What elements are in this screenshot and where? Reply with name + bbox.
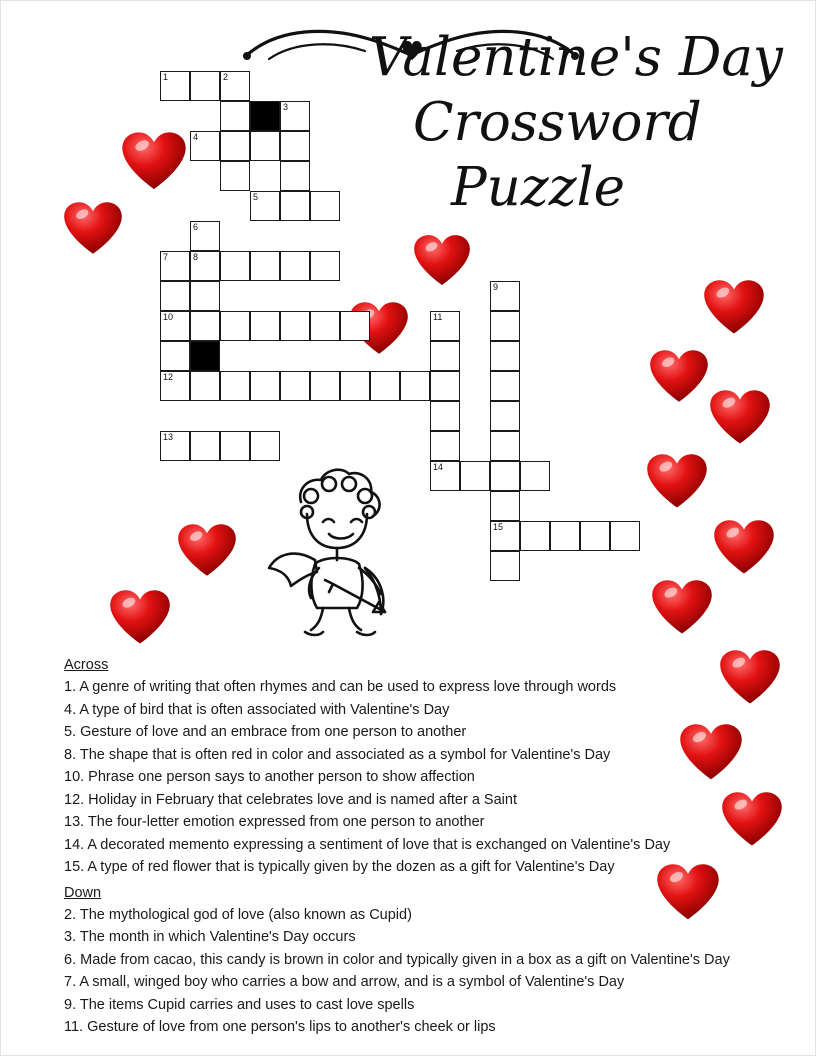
- crossword-cell[interactable]: [430, 371, 460, 401]
- cupid-icon: [249, 456, 424, 641]
- crossword-cell[interactable]: [190, 311, 220, 341]
- crossword-cell[interactable]: [250, 311, 280, 341]
- clue-item: 10. Phrase one person says to another person to show affection: [64, 769, 475, 785]
- clue-item: 5. Gesture of love and an embrace from one person to another: [64, 724, 467, 740]
- title-line-2: Crossword: [413, 92, 702, 153]
- crossword-cell[interactable]: [490, 521, 520, 551]
- crossword-cell[interactable]: [220, 371, 250, 401]
- crossword-cell[interactable]: [220, 251, 250, 281]
- cell-number: 3: [283, 102, 289, 112]
- crossword-cell[interactable]: [520, 521, 550, 551]
- crossword-cell[interactable]: [340, 371, 370, 401]
- crossword-cell[interactable]: [310, 251, 340, 281]
- crossword-cell[interactable]: [190, 251, 220, 281]
- crossword-cell[interactable]: [160, 371, 190, 401]
- crossword-cell[interactable]: [250, 191, 280, 221]
- crossword-cell[interactable]: [280, 131, 310, 161]
- cell-number: 5: [253, 192, 259, 202]
- crossword-cell[interactable]: [160, 431, 190, 461]
- crossword-cell[interactable]: [160, 251, 190, 281]
- crossword-cell[interactable]: [220, 101, 250, 131]
- crossword-cell[interactable]: [280, 371, 310, 401]
- cell-number: 13: [163, 432, 174, 442]
- crossword-cell[interactable]: [280, 101, 310, 131]
- clue-item: 11. Gesture of love from one person's lips to another's cheek or lips: [64, 1019, 496, 1035]
- cell-number: 14: [433, 462, 444, 472]
- crossword-cell[interactable]: [280, 311, 310, 341]
- title-line-1: Valentine's Day: [369, 27, 783, 88]
- cell-number: 15: [493, 522, 504, 532]
- cell-number: 9: [493, 282, 499, 292]
- crossword-cell[interactable]: [430, 401, 460, 431]
- cell-number: 11: [433, 312, 443, 322]
- clue-item: 13. The four-letter emotion expressed from one person to another: [64, 814, 485, 830]
- crossword-cell[interactable]: [550, 521, 580, 551]
- crossword-cell[interactable]: [190, 431, 220, 461]
- clue-item: 12. Holiday in February that celebrates love and is named after a Saint: [64, 791, 517, 808]
- down-clue-list: [64, 904, 764, 1039]
- clue-item: 14. A decorated memento expressing a sentiment of love that is exchanged on Valentine's Day: [64, 836, 671, 853]
- cell-number: 2: [223, 72, 229, 82]
- across-clue-list: [64, 676, 764, 879]
- crossword-cell[interactable]: [190, 131, 220, 161]
- crossword-cell[interactable]: [520, 461, 550, 491]
- crossword-cell[interactable]: [190, 281, 220, 311]
- crossword-cell[interactable]: [280, 251, 310, 281]
- crossword-cell[interactable]: [490, 341, 520, 371]
- clue-item: 4. A type of bird that is often associated with Valentine's Day: [64, 701, 450, 718]
- crossword-cell[interactable]: [460, 461, 490, 491]
- cell-number: 12: [163, 372, 174, 382]
- crossword-cell[interactable]: [160, 341, 190, 371]
- crossword-cell[interactable]: [340, 311, 370, 341]
- crossword-cell[interactable]: [190, 371, 220, 401]
- crossword-cell[interactable]: [190, 71, 220, 101]
- crossword-cell[interactable]: [490, 431, 520, 461]
- crossword-cell[interactable]: [490, 461, 520, 491]
- clue-item: 2. The mythological god of love (also known as Cupid): [64, 906, 412, 923]
- title-line-3: Puzzle: [451, 157, 625, 218]
- crossword-cell[interactable]: [580, 521, 610, 551]
- crossword-cell[interactable]: [160, 311, 190, 341]
- crossword-cell[interactable]: [610, 521, 640, 551]
- cell-number: 7: [163, 252, 169, 262]
- crossword-cell[interactable]: [160, 71, 190, 101]
- crossword-cell[interactable]: [280, 161, 310, 191]
- crossword-cell[interactable]: [310, 191, 340, 221]
- clue-item: 6. Made from cacao, this candy is brown in color and typically given in a box as a gift on Valentine's Day: [64, 951, 730, 968]
- crossword-cell[interactable]: [220, 311, 250, 341]
- crossword-cell[interactable]: [430, 431, 460, 461]
- clue-item: 8. The shape that is often red in color and associated as a symbol for Valentine's Day: [64, 746, 611, 763]
- crossword-cell[interactable]: [220, 71, 250, 101]
- crossword-cell[interactable]: [430, 311, 460, 341]
- cell-number: 10: [163, 312, 174, 322]
- crossword-cell-blocked: [250, 101, 280, 131]
- crossword-cell[interactable]: [220, 161, 250, 191]
- clue-item: 7. A small, winged boy who carries a bow and arrow, and is a symbol of Valentine's Day: [64, 974, 625, 990]
- crossword-cell[interactable]: [160, 281, 190, 311]
- crossword-cell[interactable]: [490, 311, 520, 341]
- crossword-cell[interactable]: [220, 131, 250, 161]
- clue-item: 1. A genre of writing that often rhymes and can be used to express love through words: [64, 679, 617, 695]
- cell-number: 4: [193, 132, 199, 142]
- crossword-cell-blocked: [190, 341, 220, 371]
- crossword-cell[interactable]: [250, 251, 280, 281]
- crossword-cell[interactable]: [370, 371, 400, 401]
- crossword-cell[interactable]: [490, 491, 520, 521]
- crossword-cell[interactable]: [490, 371, 520, 401]
- crossword-cell[interactable]: [190, 221, 220, 251]
- cell-number: 6: [193, 222, 199, 232]
- cell-number: 1: [163, 72, 169, 82]
- across-heading: Across: [64, 657, 109, 673]
- crossword-cell[interactable]: [280, 191, 310, 221]
- crossword-cell[interactable]: [310, 371, 340, 401]
- cell-number: 8: [193, 252, 199, 262]
- clue-item: 9. The items Cupid carries and uses to cast love spells: [64, 996, 415, 1013]
- crossword-cell[interactable]: [490, 401, 520, 431]
- crossword-cell[interactable]: [250, 371, 280, 401]
- crossword-cell[interactable]: [490, 551, 520, 581]
- down-heading: Down: [64, 884, 102, 901]
- crossword-cell[interactable]: [490, 281, 520, 311]
- crossword-cell[interactable]: [310, 311, 340, 341]
- crossword-cell[interactable]: [430, 461, 460, 491]
- crossword-cell[interactable]: [220, 431, 250, 461]
- clues-section: [64, 651, 764, 1039]
- clue-item: 3. The month in which Valentine's Day occurs: [64, 929, 356, 945]
- crossword-cell[interactable]: [430, 341, 460, 371]
- clue-item: 15. A type of red flower that is typically given by the dozen as a gift for Valentine's Day: [64, 859, 615, 875]
- crossword-cell[interactable]: [400, 371, 430, 401]
- crossword-cell[interactable]: [250, 131, 280, 161]
